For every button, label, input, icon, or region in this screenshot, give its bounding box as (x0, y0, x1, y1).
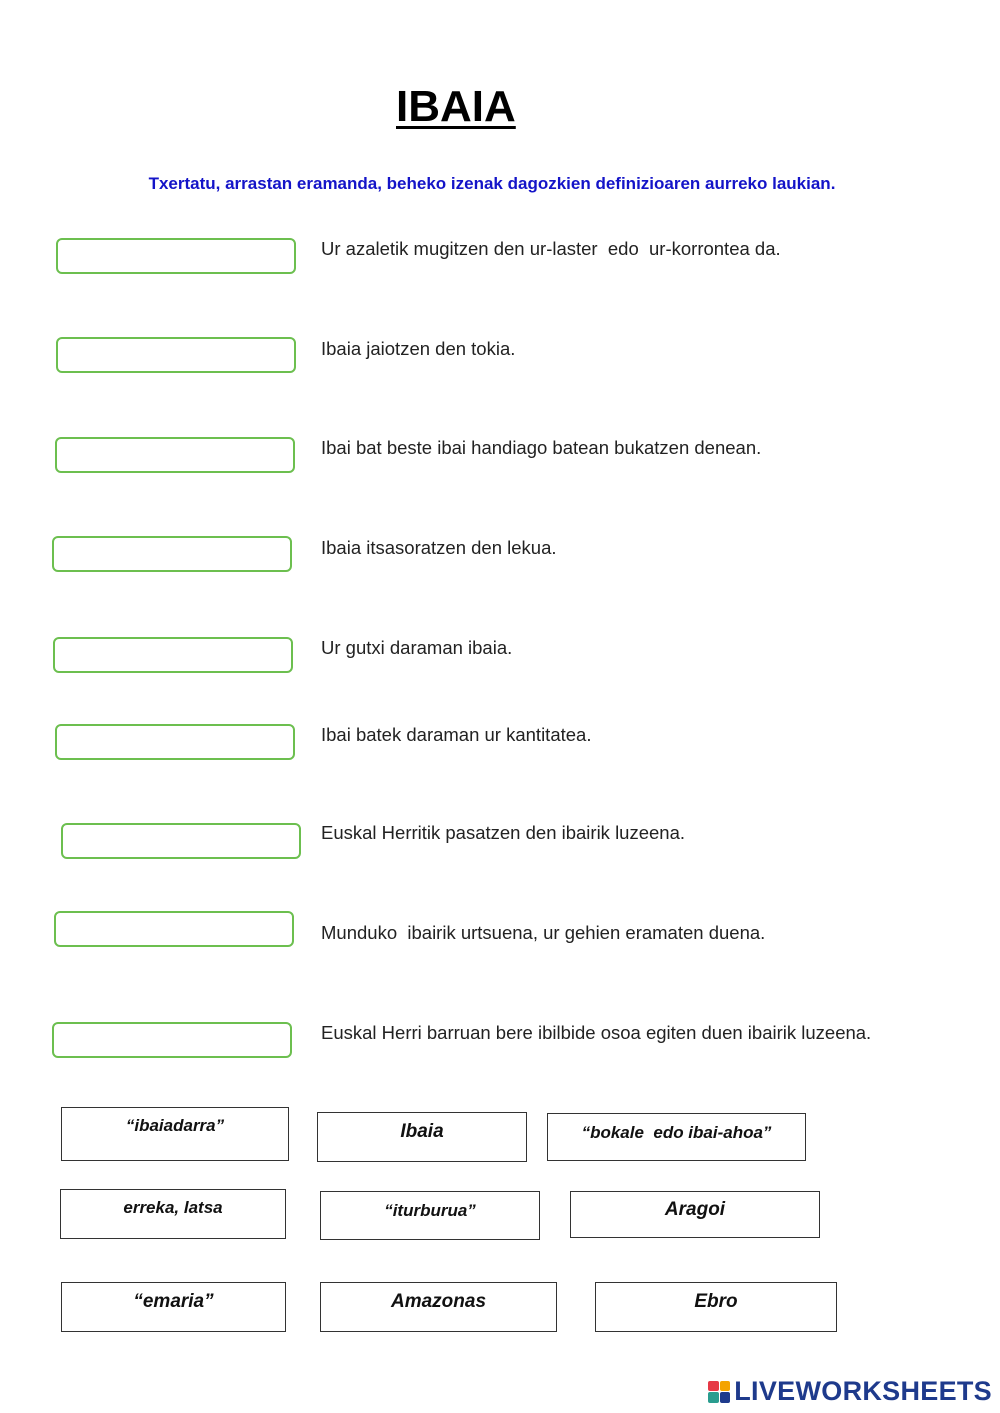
answer-drop-box-5[interactable] (53, 637, 293, 673)
answer-drop-box-6[interactable] (55, 724, 295, 760)
word-tile-bokale[interactable]: “bokale edo ibai-ahoa” (547, 1113, 806, 1161)
definition-2: Ibaia jaiotzen den tokia. (321, 338, 516, 359)
word-tile-ibaia[interactable]: Ibaia (317, 1112, 527, 1162)
word-tile-iturburua[interactable]: “iturburua” (320, 1191, 540, 1240)
liveworksheets-logo[interactable] (708, 1376, 992, 1407)
word-tile-ebro[interactable]: Ebro (595, 1282, 837, 1332)
definition-7: Euskal Herritik pasatzen den ibairik luzeena. (321, 822, 686, 843)
word-tile-ibaiadarra[interactable]: “ibaiadarra” (61, 1107, 289, 1161)
answer-drop-box-7[interactable] (61, 823, 301, 859)
word-tile-aragoi[interactable]: Aragoi (570, 1191, 820, 1238)
definition-8: Munduko ibairik urtsuena, ur gehien eramaten duena. (321, 922, 766, 943)
definition-6: Ibai batek daraman ur kantitatea. (321, 724, 592, 745)
page-title: IBAIA (396, 82, 516, 131)
answer-drop-box-1[interactable] (56, 238, 296, 274)
word-tile-emaria[interactable]: “emaria” (61, 1282, 286, 1332)
answer-drop-box-4[interactable] (52, 536, 292, 572)
answer-drop-box-8[interactable] (54, 911, 294, 947)
definition-4: Ibaia itsasoratzen den lekua. (321, 537, 557, 558)
liveworksheets-logo-icon (708, 1381, 730, 1403)
word-tile-erreka[interactable]: erreka, latsa (60, 1189, 286, 1239)
liveworksheets-logo-text: LIVEWORKSHEETS (734, 1376, 992, 1406)
definition-5: Ur gutxi daraman ibaia. (321, 637, 513, 658)
instruction-text: Txertatu, arrastan eramanda, beheko izenak dagozkien definizioaren aurreko laukian. (148, 174, 836, 193)
definition-3: Ibai bat beste ibai handiago batean bukatzen denean. (321, 437, 762, 458)
word-tile-amazonas[interactable]: Amazonas (320, 1282, 557, 1332)
answer-drop-box-9[interactable] (52, 1022, 292, 1058)
definition-9: Euskal Herri barruan bere ibilbide osoa egiten duen ibairik luzeena. (321, 1022, 872, 1043)
answer-drop-box-2[interactable] (56, 337, 296, 373)
definition-1: Ur azaletik mugitzen den ur-laster edo ur-korrontea da. (321, 238, 781, 259)
answer-drop-box-3[interactable] (55, 437, 295, 473)
